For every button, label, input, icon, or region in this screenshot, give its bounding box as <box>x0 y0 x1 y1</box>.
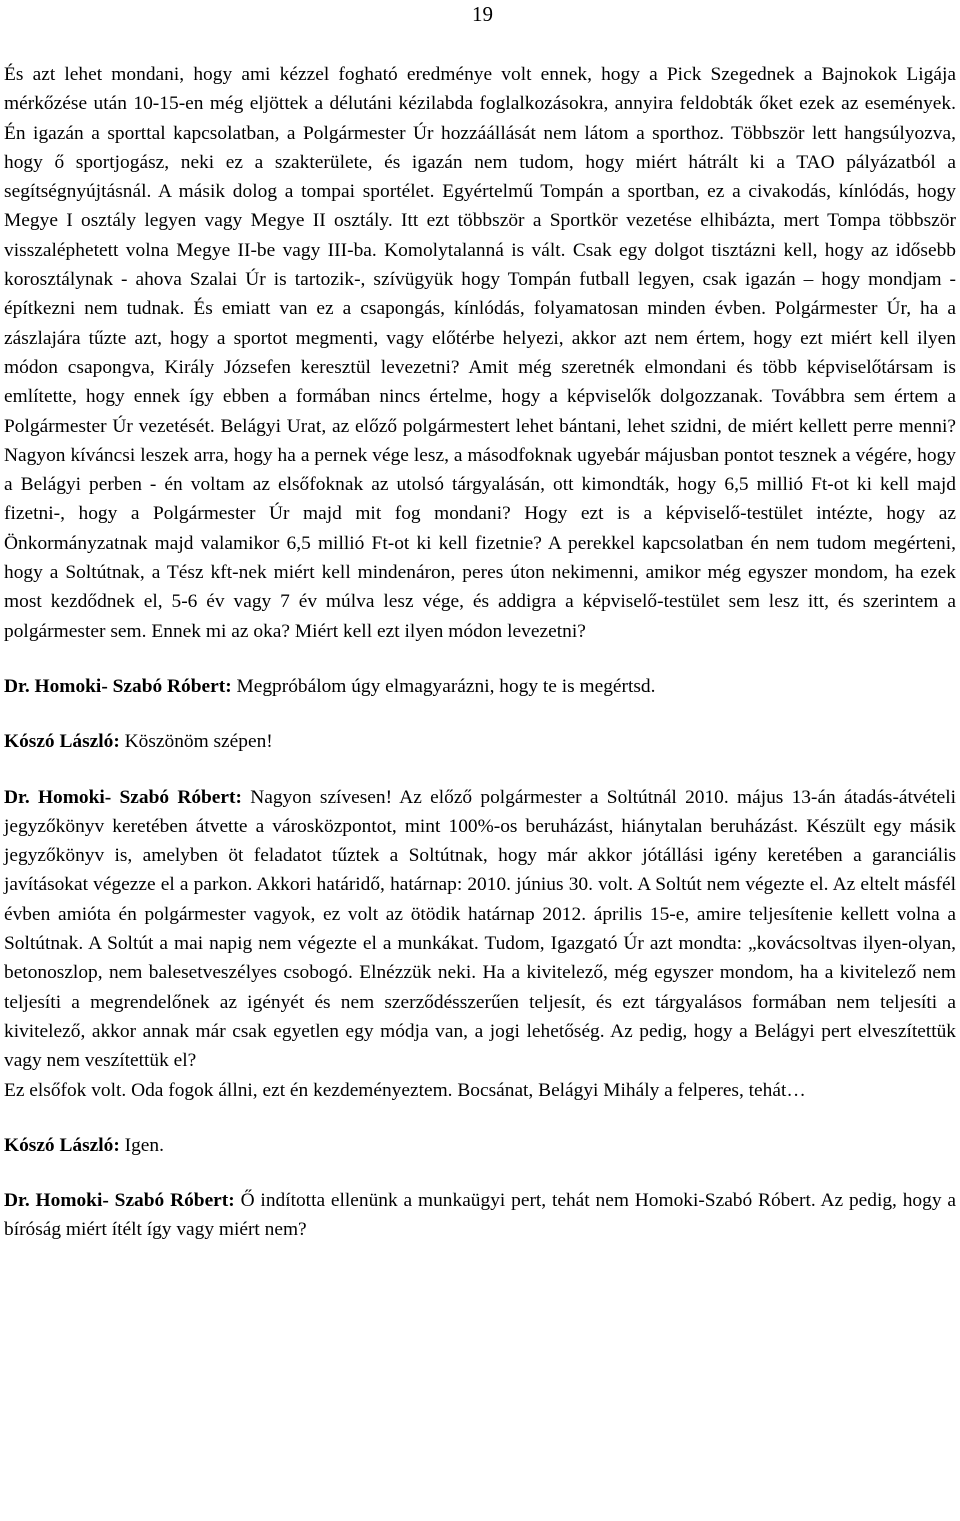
speaker-name: Dr. Homoki- Szabó Róbert: <box>4 786 242 808</box>
paragraph-text: Köszönöm szépen! <box>119 731 273 753</box>
paragraph <box>4 60 956 646</box>
speaker-name: Dr. Homoki- Szabó Róbert: <box>4 675 232 697</box>
speaker-name: Kószó László: <box>4 1134 120 1156</box>
paragraph-text: Megpróbálom úgy elmagyarázni, hogy te is megértsd. <box>231 675 656 697</box>
paragraph <box>4 1131 956 1160</box>
speaker-name: Dr. Homoki- Szabó Róbert: <box>4 1190 235 1212</box>
paragraph-text: És azt lehet mondani, hogy ami kézzel fogható eredménye volt ennek, hogy a Pick Szegednek a Bajnokok Ligája mérkőzése után 10-15-en még eljöttek a délutáni kézilabda foglalkozásokra, annyira feldobták őket ezek az események. Én igazán a sporttal kapcsolatban, a Polgármester Úr hozzáállását nem látom a sporthoz. Többször lett hangsúlyozva, hogy ő sportjogász, neki ez a szakterülete, és igazán nem tudom, hogy miért hátrált ki a TAO pályázatból a segítségnyújtásnál. A másik dolog a tompai sportélet. Egyértelmű Tompán a sportban, ez a civakodás, kínlódás, hogy Megye I osztály legyen vagy Megye II osztály. Itt ezt többször a Sportkör vezetése elhibázta, mert Tompa többször visszaléphetett volna Megye II-be vagy III-ba. Komolytalanná is vált. Csak egy dolgot tisztázni kell, hogy az idősebb korosztálynak - ahova Szalai Úr is tartozik-, szívügyük hogy Tompán futball legyen, csak igazán – hogy mondjam - építkezni nem tudnak. És emiatt van ez a csapongás, kínlódás, folyamatosan minden évben. Polgármester Úr, ha a zászlajára tűzte azt, hogy a sportot megmenti, vagy előtérbe helyezi, akkor azt nem értem, hogy ezt miért kell ilyen módon csapongva, Király Józsefen keresztül levezetni? Amit még szeretnék elmondani és több képviselőtársam is említette, hogy ennek így ebben a formában nincs értelme, hogy a képviselők dolgozzanak. Továbbra sem értem a Polgármester Úr vezetését. Belágyi Urat, az előző polgármestert lehet bántani, lehet szidni, de miért kellett perre menni? Nagyon kíváncsi leszek arra, hogy ha a pernek vége lesz, a másodfoknak ugyebár májusban pontot tesznek a végére, hogy a Belágyi perben - én voltam az elsőfoknak az utolsó tárgyalásán, ott kimondták, hogy 6,5 millió Ft-ot ki kell majd fizetni-, hogy a Polgármester Úr majd mit fog mondani? Hogy ezt is a képviselő-testület intézte, hogy az Önkormányzatnak majd valamikor 6,5 millió Ft-ot ki kell fizetnie? A perekkel kapcsolatban én nem tudom megérteni, hogy a Soltútnak, a Tész kft-nek miért kell mindenáron, peres úton nekimenni, amikor még egyszer mondom, ha ezek most kezdődnek el, 5-6 év vagy 7 év múlva lesz vége, és addigra a képviselő-testület sem lesz itt, és szerintem a polgármester sem. Ennek mi az oka? Miért kell ezt ilyen módon levezetni? <box>4 64 956 642</box>
page-number: 19 <box>472 2 493 26</box>
speaker-name: Kószó László: <box>4 731 120 753</box>
document-body <box>4 60 956 1245</box>
paragraph <box>4 672 956 701</box>
paragraph-text: Ez elsőfok volt. Oda fogok állni, ezt én kezdeményeztem. Bocsánat, Belágyi Mihály a felperes, tehát… <box>4 1079 806 1101</box>
paragraph <box>4 727 956 756</box>
paragraph <box>4 1186 956 1245</box>
paragraph <box>4 783 956 1076</box>
paragraph-text: Ő indította ellenünk a munkaügyi pert, tehát nem Homoki-Szabó Róbert. Az pedig, hogy a bíróság miért ítélt így vagy miért nem? <box>4 1190 956 1241</box>
paragraph-text: Nagyon szívesen! Az előző polgármester a Soltútnál 2010. május 13-án átadás-átvételi jegyzőkönyv keretében átvette a városközpontot, mint 100%-os beruházást, hiánytalan beruházást. Készült egy másik jegyzőkönyv is, amelyben öt feladatot tűztek a Soltútnak, hogy már akkor jótállási igény keretében a garanciális javításokat végezze el a parkon. Akkori határidő, határnap: 2010. június 30. volt. A Soltút nem végezte el. Az eltelt másfél évben amióta én polgármester vagyok, ez volt az ötödik határnap 2012. április 15-e, amire teljesítenie kellett volna a Soltútnak. A Soltút a mai napig nem végezte el a munkákat. Tudom, Igazgató Úr azt mondta: „kovácsoltvas ilyen-olyan, betonoszlop, nem balesetveszélyes csobogó. Elnézzük neki. Ha a kivitelező, még egyszer mondom, ha a kivitelező nem teljesíti a megrendelőnek az igényét és nem szerződésszerűen teljesít, és ezt tárgyalásos formában nem teljesíti a kivitelező, akkor annak már csak egyetlen egy módja van, a jogi lehetőség. Az pedig, hogy a Belágyi pert elveszítettük vagy nem veszítettük el? <box>4 786 956 1072</box>
paragraph <box>4 1076 956 1105</box>
paragraph-text: Igen. <box>119 1134 164 1156</box>
